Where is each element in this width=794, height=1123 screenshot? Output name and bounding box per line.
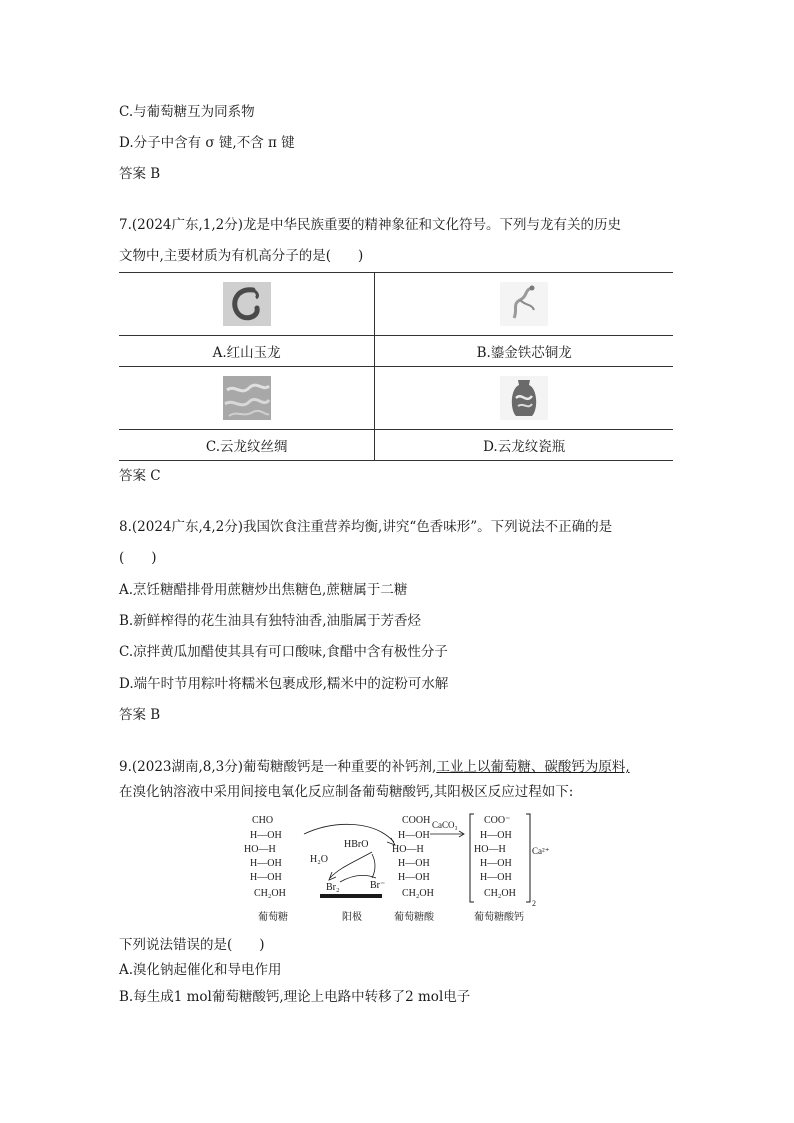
ca2-label: Ca²⁺	[532, 846, 550, 856]
q7-answer: 答案 C	[119, 468, 161, 484]
bracket-subscript: 2	[532, 899, 536, 908]
q9-stem-line1	[119, 757, 630, 777]
q6-answer: 答案 B	[119, 166, 161, 182]
q7-option-d-label: D.云龙纹瓷瓶	[375, 430, 673, 461]
q7-option-d-image-cell	[375, 367, 673, 430]
glucose-line: CHO	[252, 815, 274, 826]
glucose-line: CH₂OH	[254, 888, 286, 899]
br-minus-label: Br⁻	[370, 880, 386, 891]
gluconic-acid-line: CH₂OH	[402, 888, 434, 899]
q9-question: 下列说法错误的是( )	[119, 937, 265, 953]
glucose-line: H—OH	[250, 830, 282, 841]
q7-option-b-image-cell	[375, 273, 673, 336]
q7-stem-line1: 7.(2024广东,1,2分)龙是中华民族重要的精神象征和文化符号。下列与龙有关的历史	[119, 217, 622, 233]
hbro-label: HBrO	[344, 839, 369, 850]
glucose-structure	[244, 815, 286, 899]
calcium-gluconate-structure	[470, 814, 550, 908]
anode-electrode	[320, 894, 382, 898]
gluconic-acid-line: COOH	[402, 815, 431, 826]
gluconic-acid-line: HO—H	[392, 844, 424, 855]
caption-calcium-gluconate: 葡萄糖酸钙	[474, 912, 524, 923]
q8-option-b: B.新鲜榨得的花生油具有独特油香,油脂属于芳香烃	[119, 613, 422, 629]
glucose-line: HO—H	[244, 844, 276, 855]
caco3-label: CaCO₃	[432, 820, 458, 830]
q7-option-a-image-cell	[119, 273, 375, 336]
h2o-label: H₂O	[310, 854, 328, 865]
q6-option-d: D.分子中含有 σ 键,不含 π 键	[119, 135, 295, 151]
q7-option-c-image-cell	[119, 367, 375, 430]
q8-stem-line2: ( )	[119, 550, 157, 566]
q9-stem-line1-b: 工业上以葡萄糖、碳酸钙为原料,	[436, 759, 630, 775]
q9-option-b: B.每生成1 mol葡萄糖酸钙,理论上电路中转移了2 mol电子	[119, 989, 471, 1005]
gluconic-acid-line: H—OH	[398, 858, 430, 869]
calcium-gluconate-line: HO—H	[474, 844, 506, 855]
caption-glucose: 葡萄糖	[258, 912, 288, 923]
q7-options-table	[119, 272, 673, 461]
caption-anode: 阳极	[342, 912, 362, 923]
q7-stem-line2: 文物中,主要材质为有机高分子的是( )	[119, 248, 364, 264]
q7-option-a-label: A.红山玉龙	[119, 336, 375, 367]
calcium-gluconate-line: H—OH	[480, 872, 512, 883]
silk-cloud-dragon-image	[223, 376, 271, 420]
gluconic-acid-line: H—OH	[398, 830, 430, 841]
mediator-cycle	[304, 824, 395, 898]
q6-option-c: C.与葡萄糖互为同系物	[119, 104, 255, 120]
calcium-gluconate-line: CH₂OH	[484, 888, 516, 899]
caption-gluconic-acid: 葡萄糖酸	[394, 912, 434, 923]
calcium-gluconate-line: COO⁻	[484, 815, 511, 826]
q8-answer: 答案 B	[119, 707, 161, 723]
q7-option-b-label: B.鎏金铁芯铜龙	[375, 336, 673, 367]
porcelain-vase-image	[500, 376, 548, 420]
q8-option-c: C.凉拌黄瓜加醋使其具有可口酸味,食醋中含有极性分子	[119, 644, 448, 660]
q8-option-d: D.端午时节用粽叶将糯米包裹成形,糯米中的淀粉可水解	[119, 676, 449, 692]
reaction-arrow	[430, 831, 464, 837]
anode-reaction-scheme	[244, 812, 564, 927]
q9-stem-line1-a: 9.(2023湖南,8,3分)葡萄糖酸钙是一种重要的补钙剂,	[119, 759, 437, 775]
glucose-line: H—OH	[250, 858, 282, 869]
gluconic-acid-line: H—OH	[398, 872, 430, 883]
q9-stem-line2: 在溴化钠溶液中采用间接电氧化反应制备葡萄糖酸钙,其阳极区反应过程如下:	[119, 784, 574, 800]
calcium-gluconate-line: H—OH	[480, 830, 512, 841]
q8-option-a: A.烹饪糖醋排骨用蔗糖炒出焦糖色,蔗糖属于二糖	[119, 582, 408, 598]
q7-option-c-label: C.云龙纹丝绸	[119, 430, 375, 461]
glucose-line: H—OH	[250, 872, 282, 883]
jade-dragon-image	[223, 282, 271, 326]
br2-label: Br₂	[326, 882, 340, 893]
gluconic-acid-structure	[392, 815, 434, 899]
bronze-dragon-image	[500, 282, 548, 326]
calcium-gluconate-line: H—OH	[480, 858, 512, 869]
q9-option-a: A.溴化钠起催化和导电作用	[119, 962, 282, 978]
q8-stem-line1: 8.(2024广东,4,2分)我国饮食注重营养均衡,讲究“色香味形”。下列说法不正确的是	[119, 519, 613, 535]
